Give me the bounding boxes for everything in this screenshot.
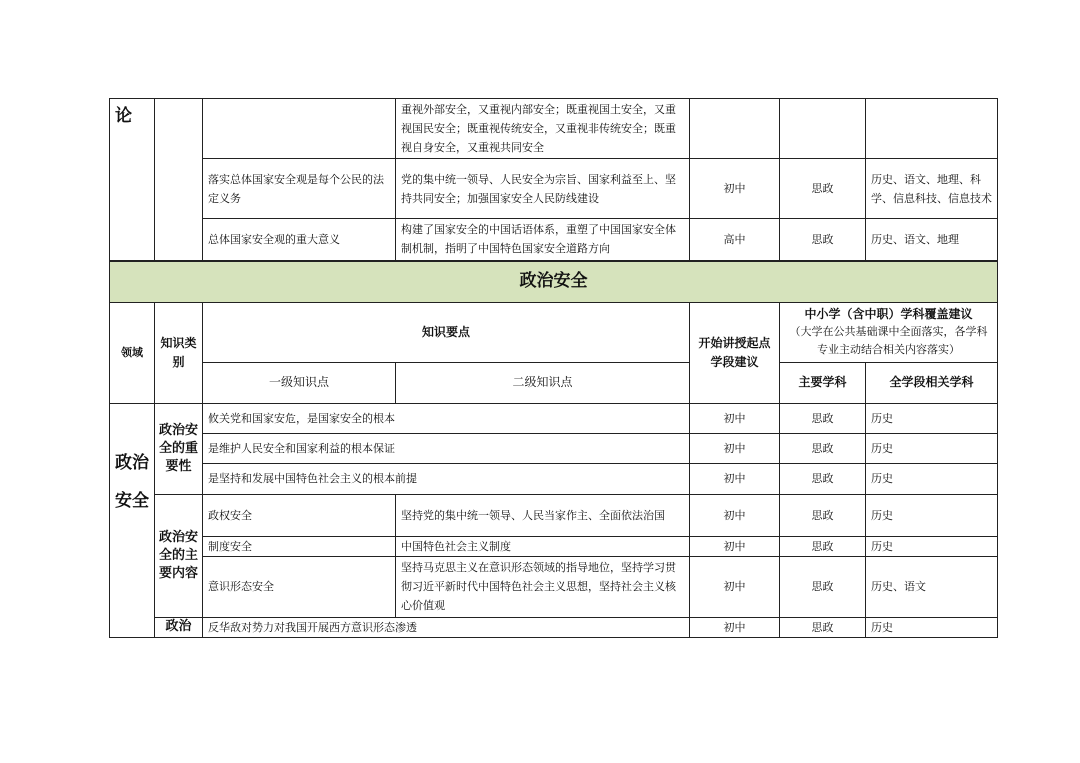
main-subject-cell: 思政 — [780, 494, 866, 536]
level1-cell: 政权安全 — [203, 494, 396, 536]
header-category: 知识类别 — [155, 302, 203, 403]
related-subject-cell: 历史、语文、地理 — [866, 219, 998, 261]
level1-cell: 攸关党和国家安危，是国家安全的根本 — [203, 403, 690, 433]
related-subject-cell: 历史 — [866, 463, 998, 494]
category-cell: 政治 — [155, 617, 203, 637]
related-subject-cell: 历史 — [866, 433, 998, 463]
level2-cell: 中国特色社会主义制度 — [396, 536, 690, 556]
table-row — [110, 463, 998, 494]
level2-cell: 坚持党的集中统一领导、人民当家作主、全面依法治国 — [396, 494, 690, 536]
main-subject-cell: 思政 — [780, 219, 866, 261]
table-row — [110, 433, 998, 463]
table-row — [110, 494, 998, 536]
related-subject-cell: 历史、语文、地理、科学、信息科技、信息技术 — [866, 159, 998, 219]
stage-cell — [690, 99, 780, 159]
header-level1: 一级知识点 — [203, 362, 396, 403]
table-row — [110, 403, 998, 433]
related-subject-cell: 历史、语文 — [866, 556, 998, 617]
level1-cell: 制度安全 — [203, 536, 396, 556]
related-subject-cell: 历史 — [866, 617, 998, 637]
header-domain: 领域 — [110, 302, 155, 403]
level1-cell: 总体国家安全观的重大意义 — [203, 219, 396, 261]
section-row — [110, 261, 998, 303]
level1-cell: 是维护人民安全和国家利益的根本保证 — [203, 433, 690, 463]
level1-cell: 反华敌对势力对我国开展西方意识形态渗透 — [203, 617, 690, 637]
category-cell: 政治安全的重要性 — [155, 403, 203, 494]
stage-cell: 初中 — [690, 556, 780, 617]
domain-cell: 论 — [110, 99, 155, 261]
level2-cell: 党的集中统一领导、人民安全为宗旨、国家利益至上、坚持共同安全；加强国家安全人民防线建设 — [396, 159, 690, 219]
related-subject-cell — [866, 99, 998, 159]
header-row — [110, 362, 998, 403]
stage-cell: 初中 — [690, 463, 780, 494]
stage-cell: 初中 — [690, 403, 780, 433]
header-stage: 开始讲授起点学段建议 — [690, 302, 780, 403]
stage-cell: 初中 — [690, 433, 780, 463]
section-title: 政治安全 — [110, 261, 998, 303]
knowledge-table — [109, 98, 998, 638]
table-row — [110, 219, 998, 261]
coverage-note: （大学在公共基础课中全面落实，各学科专业主动结合相关内容落实） — [789, 325, 988, 356]
related-subject-cell: 历史 — [866, 536, 998, 556]
domain-cell: 政治安全 — [110, 403, 155, 637]
header-related-subject: 全学段相关学科 — [866, 362, 998, 403]
related-subject-cell: 历史 — [866, 494, 998, 536]
level2-cell: 构建了国家安全的中国话语体系，重塑了中国国家安全体制机制，指明了中国特色国家安全道路方向 — [396, 219, 690, 261]
header-level2: 二级知识点 — [396, 362, 690, 403]
table-row — [110, 159, 998, 219]
main-subject-cell: 思政 — [780, 463, 866, 494]
header-main-subject: 主要学科 — [780, 362, 866, 403]
level2-cell: 坚持马克思主义在意识形态领域的指导地位，坚持学习贯彻习近平新时代中国特色社会主义思想，坚持社会主义核心价值观 — [396, 556, 690, 617]
table-row — [110, 556, 998, 617]
header-points: 知识要点 — [203, 302, 690, 362]
main-subject-cell: 思政 — [780, 617, 866, 637]
table-row — [110, 536, 998, 556]
header-coverage — [780, 302, 998, 362]
main-subject-cell — [780, 99, 866, 159]
coverage-title: 中小学（含中职）学科覆盖建议 — [804, 307, 973, 321]
table-row — [110, 617, 998, 637]
header-row — [110, 302, 998, 362]
stage-cell: 初中 — [690, 617, 780, 637]
main-subject-cell: 思政 — [780, 433, 866, 463]
related-subject-cell: 历史 — [866, 403, 998, 433]
main-subject-cell: 思政 — [780, 556, 866, 617]
level1-cell: 落实总体国家安全观是每个公民的法定义务 — [203, 159, 396, 219]
category-cell: 政治安全的主要内容 — [155, 494, 203, 617]
main-subject-cell: 思政 — [780, 403, 866, 433]
level2-cell: 重视外部安全，又重视内部安全；既重视国土安全，又重视国民安全；既重视传统安全，又重视非传统安全；既重视自身安全，又重视共同安全 — [396, 99, 690, 159]
level1-cell: 意识形态安全 — [203, 556, 396, 617]
main-subject-cell: 思政 — [780, 536, 866, 556]
stage-cell: 初中 — [690, 536, 780, 556]
level1-cell — [203, 99, 396, 159]
stage-cell: 高中 — [690, 219, 780, 261]
main-subject-cell: 思政 — [780, 159, 866, 219]
level1-cell: 是坚持和发展中国特色社会主义的根本前提 — [203, 463, 690, 494]
table-row — [110, 99, 998, 159]
stage-cell: 初中 — [690, 159, 780, 219]
category-cell — [155, 99, 203, 261]
stage-cell: 初中 — [690, 494, 780, 536]
